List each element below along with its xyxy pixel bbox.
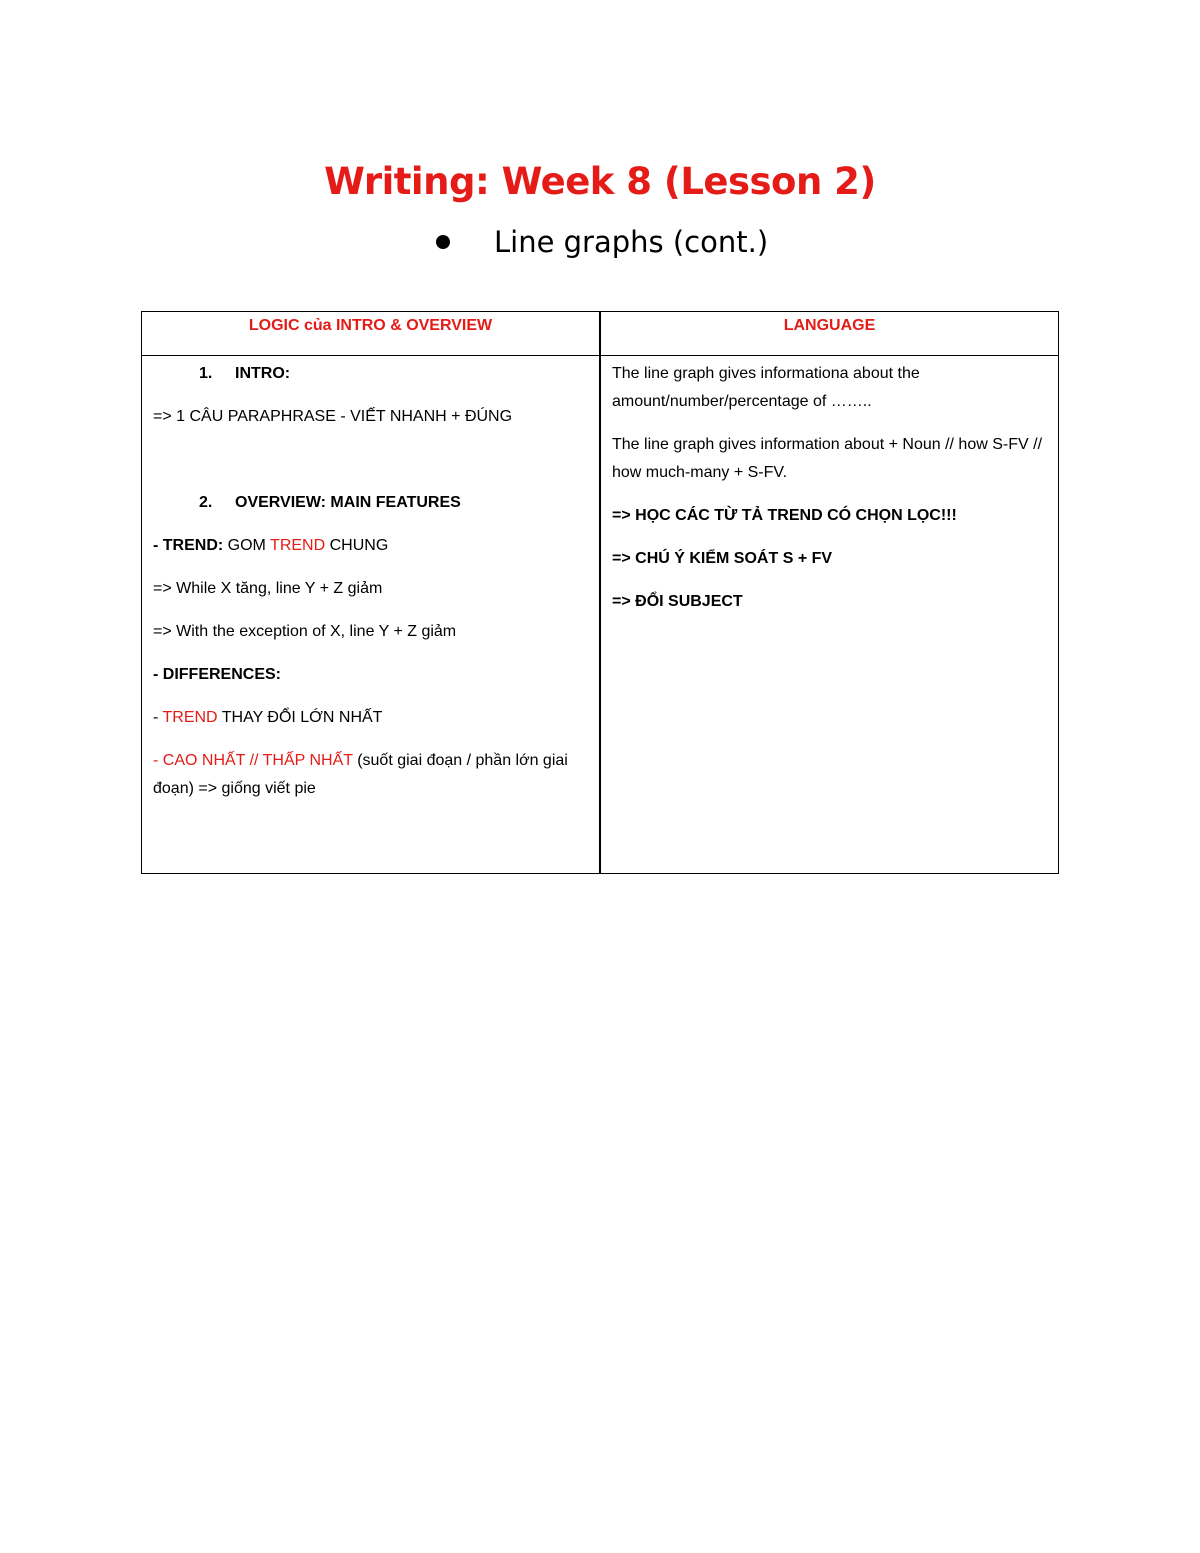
trend-red: TREND <box>270 537 326 554</box>
diff2-line <box>153 747 588 803</box>
logic-language-table <box>141 311 1059 874</box>
diff2-rest: (suốt giai đoạn / phần lớn giai đoạn) => giống viết pie <box>153 752 568 797</box>
intro-label: INTRO: <box>235 365 291 382</box>
intro-heading <box>153 360 588 388</box>
language-line-2: The line graph gives information about + Noun // how S-FV // how much-many + S-FV. <box>612 436 1043 481</box>
trend-pre: GOM <box>223 537 271 554</box>
differences-label: - DIFFERENCES: <box>153 666 281 683</box>
tip-2: => CHÚ Ý KIỂM SOÁT S + FV <box>612 550 833 567</box>
trend-prefix: - TREND: <box>153 537 224 554</box>
exception-line: => With the exception of X, line Y + Z giảm <box>153 623 457 640</box>
table-body-row <box>142 356 1059 874</box>
subtitle-bullet-item <box>436 225 768 259</box>
diff1-line <box>153 704 588 732</box>
table-header-row <box>142 312 1059 356</box>
language-line-1: The line graph gives informationa about the amount/number/percentage of …….. <box>612 365 920 410</box>
subtitle-text: Line graphs (cont.) <box>494 225 769 259</box>
tip-3: => ĐỔI SUBJECT <box>612 593 743 610</box>
tip-1: => HỌC CÁC TỪ TẢ TREND CÓ CHỌN LỌC!!! <box>612 507 957 524</box>
logic-cell <box>142 356 601 874</box>
header-logic: LOGIC của INTRO & OVERVIEW <box>142 312 601 356</box>
bullet-icon <box>436 235 450 249</box>
overview-label: OVERVIEW: MAIN FEATURES <box>235 494 461 511</box>
intro-number: 1. <box>199 365 213 382</box>
document-title: Writing: Week 8 (Lesson 2) <box>324 160 876 203</box>
diff1-red: TREND <box>162 709 218 726</box>
trend-line <box>153 532 588 560</box>
trend-post: CHUNG <box>325 537 389 554</box>
header-language: LANGUAGE <box>600 312 1059 356</box>
diff1-rest: THAY ĐỔI LỚN NHẤT <box>217 709 383 726</box>
overview-heading <box>153 489 588 517</box>
diff1-dash: - <box>153 709 163 726</box>
overview-number: 2. <box>199 494 213 511</box>
while-line: => While X tăng, line Y + Z giảm <box>153 580 383 597</box>
language-cell <box>600 356 1059 874</box>
diff2-red: - CAO NHẤT // THẤP NHẤT <box>153 752 353 769</box>
intro-line: => 1 CÂU PARAPHRASE - VIẾT NHANH + ĐÚNG <box>153 408 513 425</box>
spacer <box>153 446 588 489</box>
